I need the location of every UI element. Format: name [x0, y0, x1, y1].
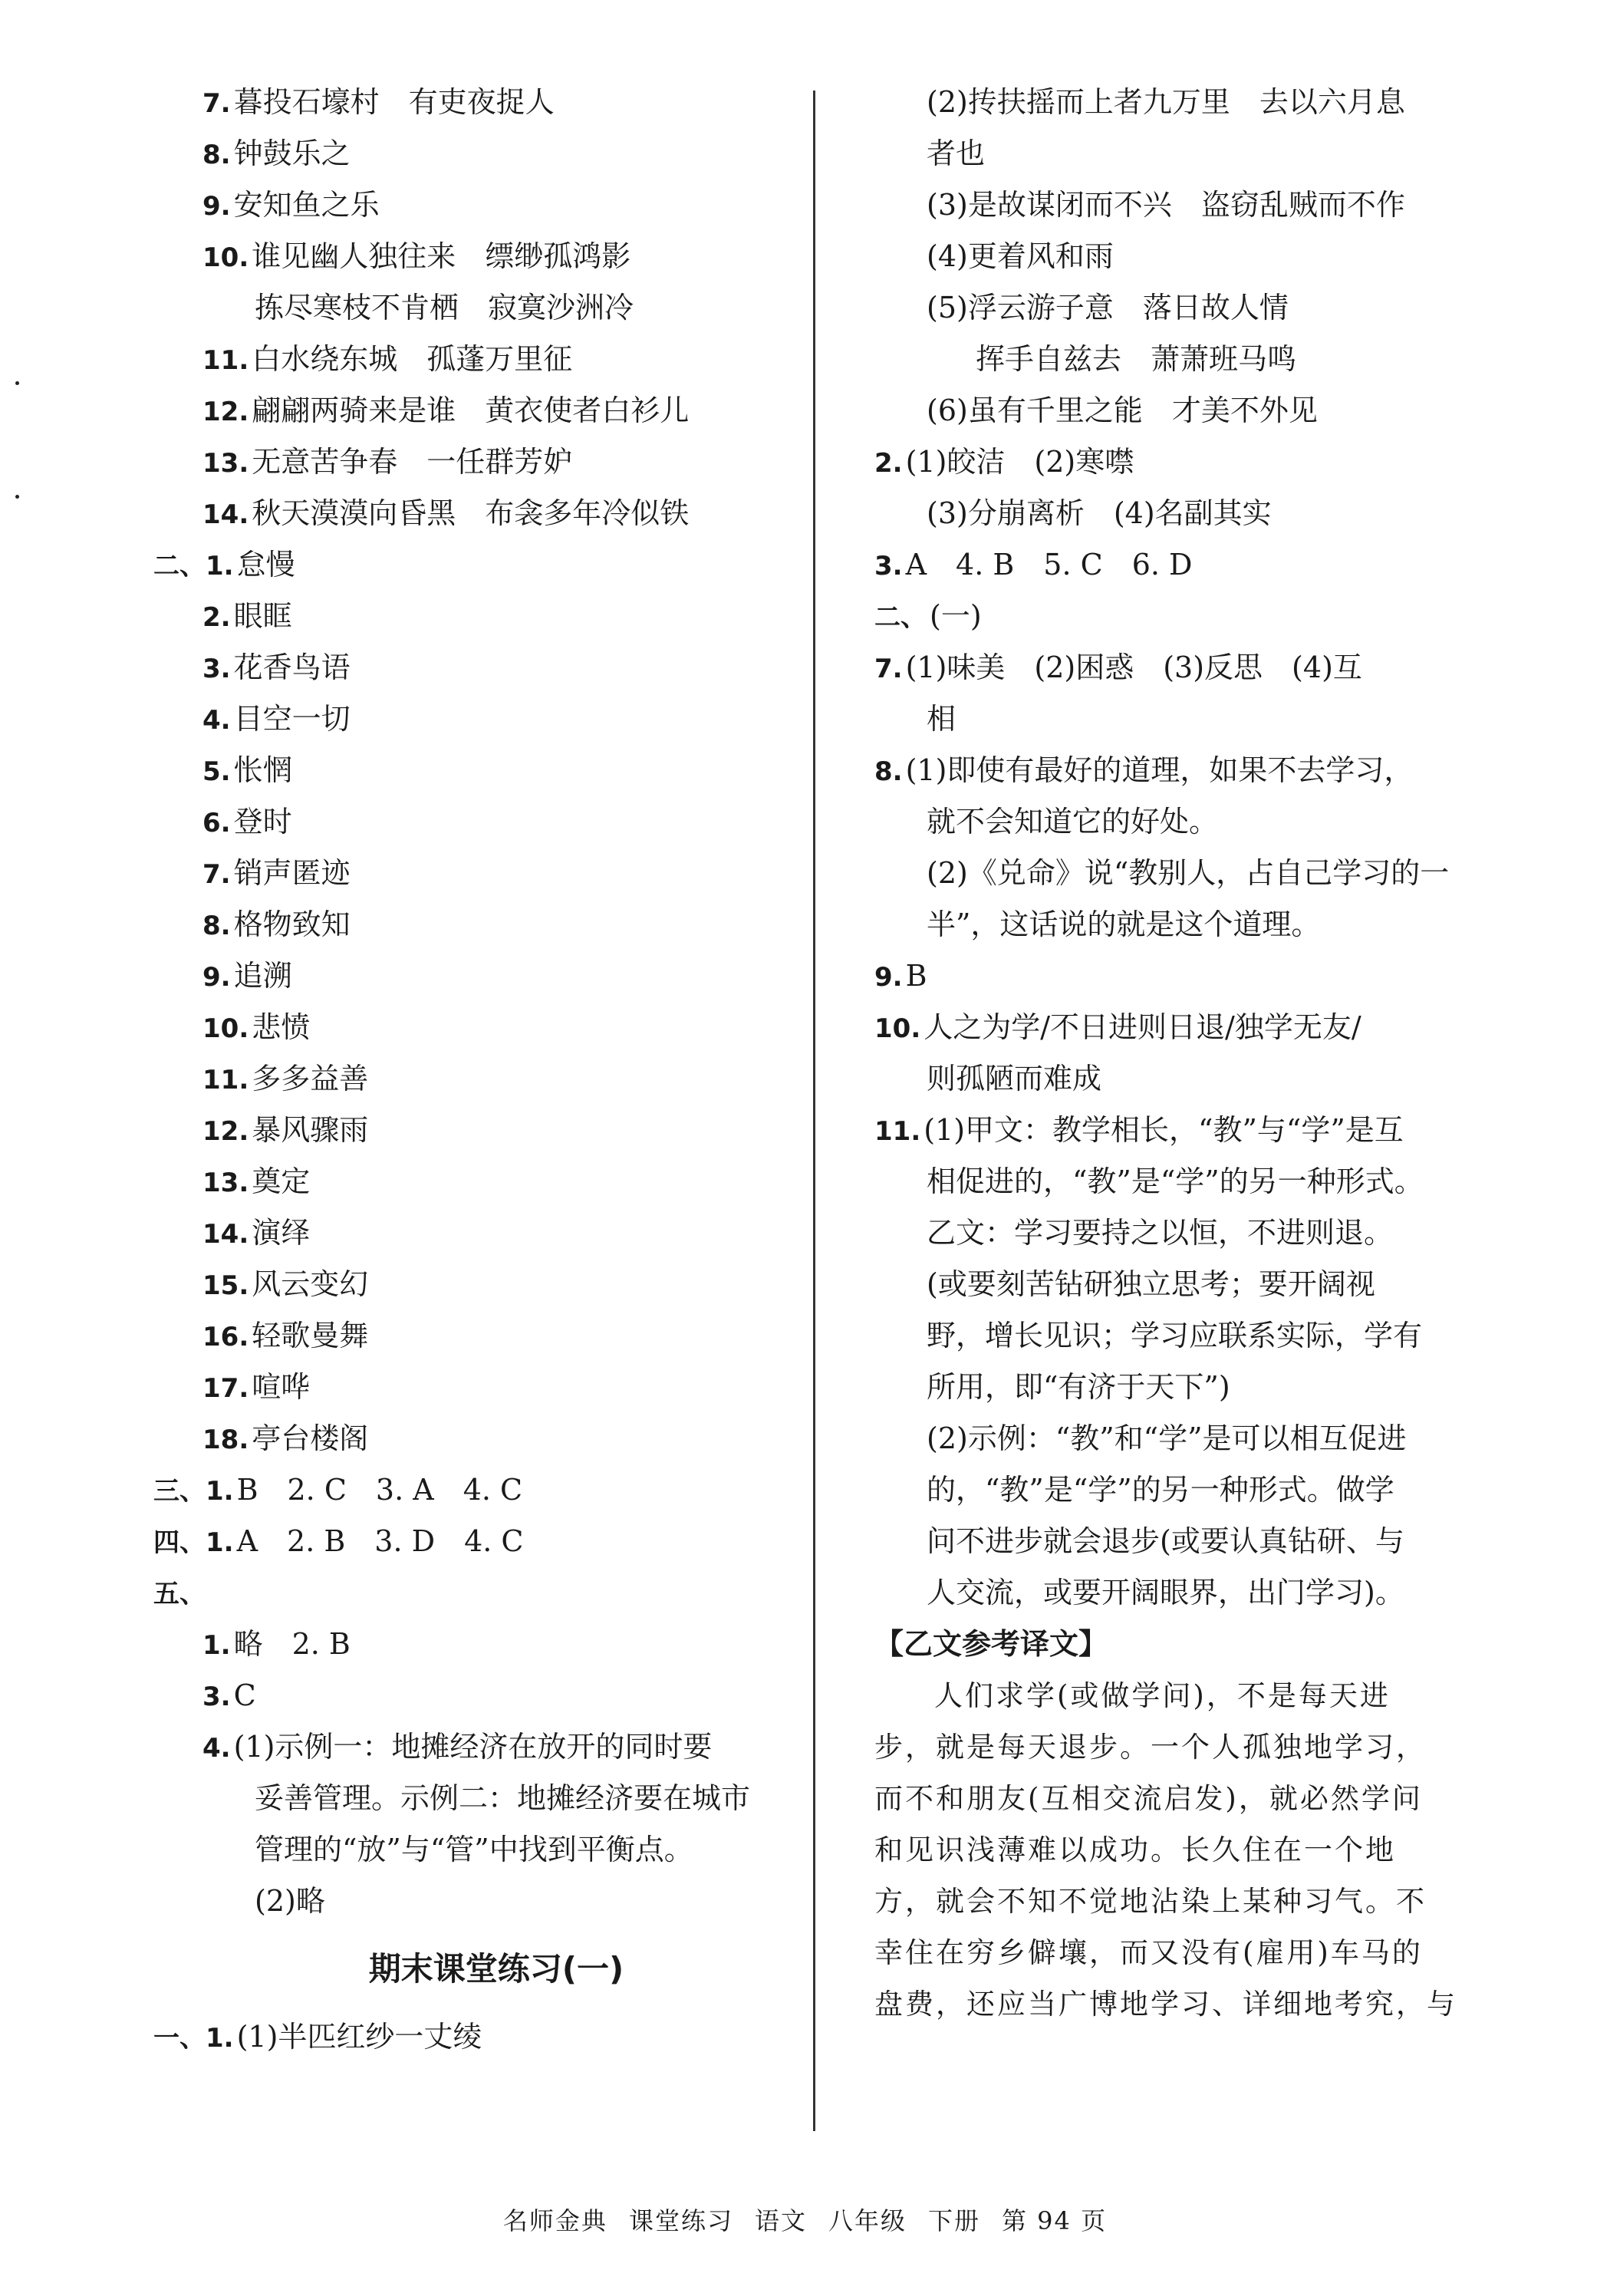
answer-text: 问不进步就会退步(或要认真钻研、与: [927, 1524, 1404, 1558]
answer-line: [153, 1259, 790, 1310]
answer-line: [874, 282, 1473, 334]
answer-line: [153, 282, 790, 334]
answer-text: 妥善管理。示例二：地摊经济要在城市: [255, 1781, 751, 1815]
answer-line: [874, 1156, 1473, 1207]
footer-item: 名师金典: [502, 2206, 607, 2235]
answer-text: 白水绕东城 孤蓬万里征: [252, 342, 573, 376]
answer-text: 花香鸟语: [233, 651, 351, 684]
answer-text: 拣尽寒枝不肯栖 寂寞沙洲冷: [255, 291, 634, 324]
answer-line: [153, 1002, 790, 1053]
item-number: 8.: [202, 140, 231, 170]
answer-line: [874, 642, 1473, 693]
answer-line: [153, 1207, 790, 1259]
translation-line: 幸住在穷乡僻壤，而又没有(雇用)车马的: [874, 1936, 1423, 1969]
answer-text: 格物致知: [233, 908, 351, 941]
footer-item: 第 94 页: [1002, 2206, 1108, 2235]
answer-text: 相促进的，“教”是“学”的另一种形式。: [927, 1164, 1424, 1198]
answer-line: [874, 1413, 1473, 1464]
answer-text: (3)分崩离析 (4)名副其实: [927, 496, 1272, 530]
item-number: 9.: [202, 962, 231, 993]
item-number: 8.: [874, 756, 903, 787]
margin-dot: [15, 381, 19, 385]
footer-item: 下册: [927, 2206, 980, 2235]
item-number: 17.: [202, 1373, 249, 1404]
answer-line: [874, 1105, 1473, 1156]
answer-line: [153, 231, 790, 282]
item-number: 14.: [202, 499, 249, 530]
answer-line: [874, 128, 1473, 180]
answer-line: [153, 1773, 790, 1824]
answer-line: [874, 1002, 1473, 1053]
answer-line: [153, 128, 790, 180]
answer-text: 喧哗: [252, 1370, 311, 1404]
item-number: 16.: [202, 1322, 249, 1352]
answer-line: [153, 1567, 790, 1619]
answer-text: B 2. C 3. A 4. C: [236, 1473, 523, 1507]
item-number: 4.: [202, 705, 231, 736]
answer-line: [153, 1053, 790, 1105]
item-number: 13.: [202, 1168, 249, 1198]
translation-line: 而不和朋友(互相交流启发)，就必然学问: [874, 1782, 1423, 1815]
item-number: 1.: [202, 1630, 231, 1661]
item-number: 四、1.: [153, 1527, 234, 1558]
answer-text: 暮投石壕村 有吏夜捉人: [233, 85, 555, 119]
answer-text: 安知鱼之乐: [233, 188, 380, 222]
item-number: 7.: [202, 88, 231, 119]
footer-item: 课堂练习: [628, 2206, 733, 2235]
section-title: 期末课堂练习(一): [368, 1950, 624, 1988]
answer-text: 相: [927, 702, 956, 736]
item-number: 12.: [202, 1116, 249, 1147]
answer-line: [153, 1824, 790, 1876]
margin-dot: [15, 495, 19, 499]
answer-line: [874, 950, 1473, 1002]
answer-text: 怅惘: [233, 753, 292, 787]
answer-text: (5)浮云游子意 落日故人情: [927, 291, 1289, 324]
item-number: 15.: [202, 1270, 249, 1301]
answer-line: [874, 77, 1473, 128]
answer-line: [874, 436, 1473, 488]
answer-line: [153, 488, 790, 539]
answer-line: [874, 1053, 1473, 1105]
answer-text: 所用，即“有济于天下”): [927, 1370, 1230, 1404]
answer-line: 一、1. (1)半匹红纱一丈绫: [153, 2020, 482, 2054]
answer-line: [153, 436, 790, 488]
translation-title: 【乙文参考译文】: [874, 1627, 1108, 1661]
answer-line: [874, 1207, 1473, 1259]
answer-text: 则孤陋而难成: [927, 1062, 1102, 1095]
answer-line: [874, 488, 1473, 539]
answer-text: (2)抟扶摇而上者九万里 去以六月息: [927, 85, 1405, 119]
translation-line: 盘费，还应当广博地学习、详细地考究，与: [874, 1988, 1457, 2021]
answer-text: 轻歌曼舞: [252, 1319, 369, 1352]
answer-line: [153, 848, 790, 899]
answer-line: [874, 1362, 1473, 1413]
answer-text: 怠慢: [236, 548, 295, 581]
item-number: 8.: [202, 911, 231, 941]
answer-line: [874, 385, 1473, 436]
answer-text: (1)甲文：教学相长，“教”与“学”是互: [924, 1113, 1404, 1147]
answer-text: 追溯: [233, 959, 292, 993]
item-number: 5.: [202, 756, 231, 787]
answer-line: [874, 796, 1473, 848]
answer-line: [874, 693, 1473, 745]
answer-line: [153, 1670, 790, 1721]
answer-line: [153, 180, 790, 231]
item-number: 18.: [202, 1425, 249, 1455]
answer-text: B: [905, 959, 927, 993]
answer-text: 野，增长见识；学习应联系实际，学有: [927, 1319, 1423, 1352]
item-number: 3.: [874, 551, 903, 581]
item-number: 13.: [202, 448, 249, 479]
answer-line: [874, 591, 1473, 642]
translation-line: 步，就是每天退步。一个人孤独地学习，: [874, 1731, 1427, 1764]
answer-line: [153, 1876, 790, 1927]
footer-item: 八年级: [828, 2206, 907, 2235]
answer-text: 登时: [233, 805, 292, 838]
item-number: 12.: [202, 397, 249, 427]
item-number: 11.: [202, 1065, 249, 1095]
answer-line: [874, 231, 1473, 282]
answer-line: [874, 1567, 1473, 1619]
answer-line: [153, 642, 790, 693]
answer-text: 人交流，或要开阔眼界，出门学习)。: [927, 1576, 1404, 1609]
answer-text: 半”，这话说的就是这个道理。: [927, 908, 1321, 941]
answer-text: 者也: [927, 137, 986, 170]
answer-line: [874, 539, 1473, 591]
translation-line: 方，就会不知不觉地沾染上某种习气。不: [874, 1885, 1427, 1918]
answer-text: 眼眶: [233, 599, 292, 633]
item-number: 9.: [202, 191, 231, 222]
item-number: 2.: [874, 448, 903, 479]
translation-line: 人们求学(或做学问)，不是每天进: [934, 1679, 1391, 1712]
answer-text: 略 2. B: [233, 1627, 351, 1661]
answer-line: [153, 591, 790, 642]
answer-text: (3)是故谋闭而不兴 盗窃乱贼而不作: [927, 188, 1405, 222]
answer-text: 钟鼓乐之: [233, 137, 351, 170]
item-number: 二、1.: [153, 551, 234, 581]
footer-item: 语文: [754, 2206, 807, 2235]
item-number: 7.: [874, 654, 903, 684]
answer-text: (1)皎洁 (2)寒噤: [905, 445, 1134, 479]
answer-text: A 4. B 5. C 6. D: [905, 548, 1193, 581]
item-number: 4.: [202, 1733, 231, 1764]
answer-text: (1)即使有最好的道理，如果不去学习，: [905, 753, 1414, 787]
answer-text: 管理的“放”与“管”中找到平衡点。: [255, 1833, 693, 1866]
answer-line: [874, 334, 1473, 385]
answer-text: A 2. B 3. D 4. C: [236, 1524, 524, 1558]
answer-text: 多多益善: [252, 1062, 369, 1095]
item-number: 三、1.: [153, 1476, 234, 1507]
answer-text: 目空一切: [233, 702, 351, 736]
answer-line: [874, 1310, 1473, 1362]
answer-text: 谁见幽人独往来 缥缈孤鸿影: [252, 239, 631, 273]
answer-text: (一): [930, 599, 982, 633]
answer-text: (2)略: [255, 1884, 325, 1918]
answer-line: [153, 1156, 790, 1207]
item-number: 6.: [202, 808, 231, 838]
answer-text: (1)味美 (2)困惑 (3)反思 (4)互: [905, 651, 1362, 684]
item-number: 11.: [202, 345, 249, 376]
answer-text: 乙文：学习要持之以恒，不进则退。: [927, 1216, 1394, 1250]
item-number: 10.: [202, 242, 249, 273]
answer-text: 翩翩两骑来是谁 黄衣使者白衫儿: [252, 394, 690, 427]
translation-line: 和见识浅薄难以成功。长久住在一个地: [874, 1833, 1396, 1866]
answer-line: [874, 899, 1473, 950]
answer-line: [153, 899, 790, 950]
answer-line: [153, 334, 790, 385]
answer-line: [153, 796, 790, 848]
answer-line: [874, 1516, 1473, 1567]
page-footer: [0, 2202, 1610, 2237]
answer-text: 风云变幻: [252, 1267, 369, 1301]
answer-text: 销声匿迹: [233, 856, 351, 890]
answer-text: (2)示例：“教”和“学”是可以相互促进: [927, 1421, 1407, 1455]
answer-line: [153, 1105, 790, 1156]
answer-line: [874, 745, 1473, 796]
item-number: 2.: [202, 602, 231, 633]
answer-line: [874, 180, 1473, 231]
answer-line: [874, 1259, 1473, 1310]
answer-text: 亭台楼阁: [252, 1421, 369, 1455]
answer-line: [153, 1464, 790, 1516]
item-number: 7.: [202, 859, 231, 890]
answer-text: 悲愤: [252, 1010, 311, 1044]
answer-text: 秋天漠漠向昏黑 布衾多年冷似铁: [252, 496, 690, 530]
left-column: [153, 77, 790, 2063]
answer-line: [874, 1464, 1473, 1516]
answer-line: [153, 950, 790, 1002]
answer-text: (2)《兑命》说“教别人，占自己学习的一: [927, 856, 1450, 890]
answer-line: [153, 385, 790, 436]
answer-line: [153, 1721, 790, 1773]
item-number: 二、: [874, 602, 927, 633]
answer-line: [153, 1362, 790, 1413]
item-number: 14.: [202, 1219, 249, 1250]
answer-text: (或要刻苦钻研独立思考；要开阔视: [927, 1267, 1375, 1301]
answer-text: 奠定: [252, 1164, 311, 1198]
answer-text: (6)虽有千里之能 才美不外见: [927, 394, 1318, 427]
item-number: 3.: [202, 654, 231, 684]
right-column: [874, 77, 1473, 2030]
answer-line: [153, 1413, 790, 1464]
item-number: 五、: [153, 1579, 206, 1609]
column-divider: [813, 91, 815, 2131]
answer-text: 人之为学/不日进则日退/独学无友/: [924, 1010, 1361, 1044]
answer-text: 暴风骤雨: [252, 1113, 369, 1147]
item-number: 11.: [874, 1116, 921, 1147]
answer-text: (4)更着风和雨: [927, 239, 1114, 273]
answer-line: [153, 693, 790, 745]
answer-line: [874, 848, 1473, 899]
item-number: 3.: [202, 1682, 231, 1712]
answer-text: C: [233, 1678, 256, 1712]
answer-text: 挥手自兹去 萧萧班马鸣: [976, 342, 1297, 376]
item-number: 9.: [874, 962, 903, 993]
answer-text: 演绎: [252, 1216, 311, 1250]
answer-text: 就不会知道它的好处。: [927, 805, 1219, 838]
answer-line: [153, 539, 790, 591]
item-number: 10.: [874, 1013, 921, 1044]
item-number: 10.: [202, 1013, 249, 1044]
answer-line: [153, 1310, 790, 1362]
answer-line: [153, 1516, 790, 1567]
answer-line: [153, 1619, 790, 1670]
answer-text: 无意苦争春 一任群芳妒: [252, 445, 573, 479]
answer-text: 的，“教”是“学”的另一种形式。做学: [927, 1473, 1394, 1507]
answer-line: [153, 745, 790, 796]
answer-text: (1)示例一：地摊经济在放开的同时要: [233, 1730, 713, 1764]
answer-line: [153, 77, 790, 128]
